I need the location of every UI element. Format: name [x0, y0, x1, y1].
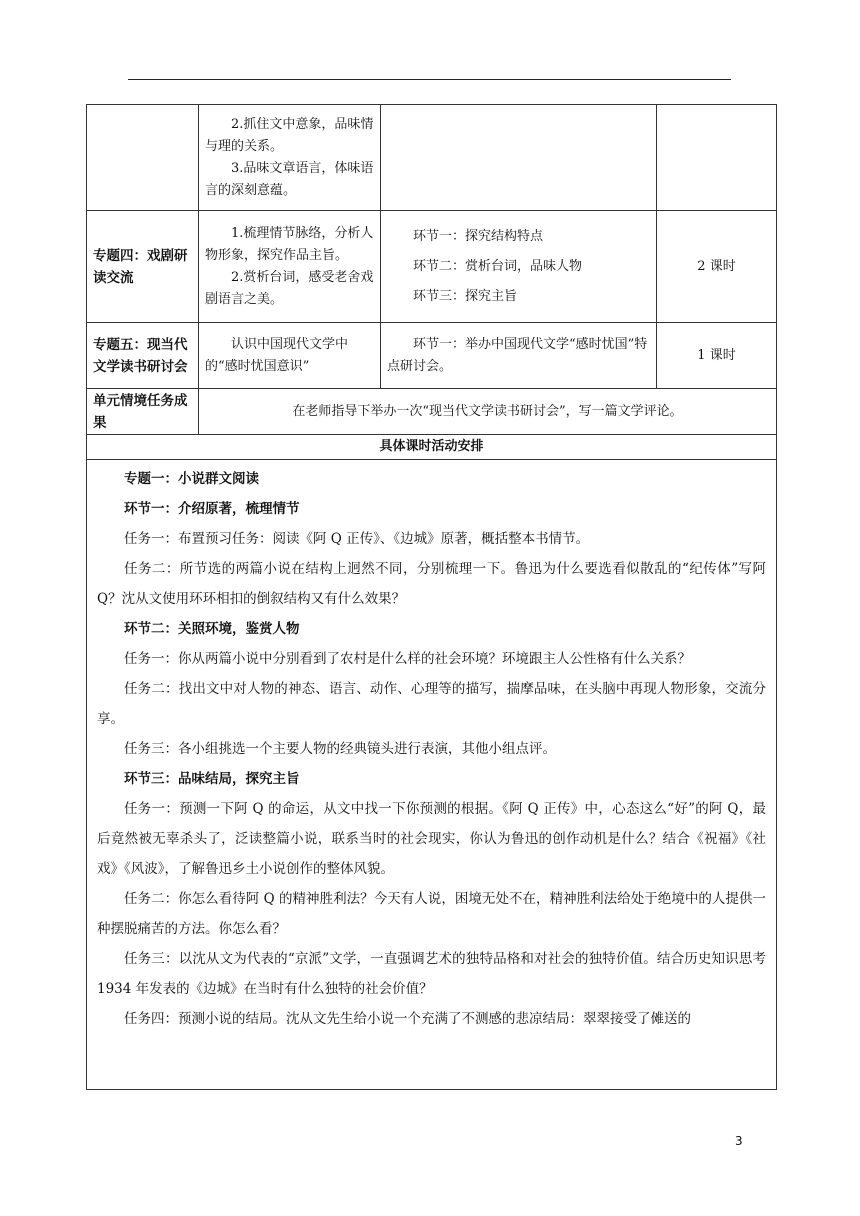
- outcome-label: 单元情境任务成果: [87, 389, 199, 435]
- activity-task: 任务二：找出文中对人物的神态、语言、动作、心理等的描写，揣摩品味，在头脑中再现人物形象，交流分享。: [97, 681, 766, 727]
- goal-line: 认识中国现代文学中的“感时忧国意识”: [205, 336, 349, 374]
- activity-task: 任务三：以沈从文为代表的“京派”文学，一直强调艺术的独特品格和对社会的独特价值。结合历史知识思考 1934 年发表的《边城》在当时有什么独特的社会价值？: [97, 951, 766, 997]
- activity-task: 任务一：布置预习任务：阅读《阿 Q 正传》、《边城》原著，概括整本书情节。: [124, 531, 590, 547]
- steps-cell: [381, 211, 657, 323]
- activity-heading: 专题一：小说群文阅读: [124, 471, 259, 487]
- activity-task: 任务二：你怎么看待阿 Q 的精神胜利法？今天有人说，困境无处不在，精神胜利法给处于绝境中的人提供一种摆脱痛苦的方法。你怎么看？: [97, 891, 766, 937]
- table-row-topic-4: [87, 211, 777, 323]
- activity-task: 任务二：所节选的两篇小说在结构上迥然不同，分别梳理一下。鲁迅为什么要选看似散乱的“纪传体”写阿 Q？沈从文使用环环相扣的倒叙结构又有什么效果？: [97, 561, 766, 607]
- step-line: 环节一：举办中国现代文学“感时忧国”特点研讨会。: [387, 336, 648, 374]
- outcome-text: 在老师指导下举办一次“现当代文学读书研讨会”，写一篇文学评论。: [199, 389, 777, 435]
- steps-cell-empty: [381, 105, 657, 211]
- lesson-plan-table: [86, 104, 777, 1090]
- table-row-topic-5: [87, 323, 777, 389]
- goals-cell: [199, 323, 381, 389]
- table-row-continued: [87, 105, 777, 211]
- goal-line: 3.品味文章语言，体味语言的深刻意蕴。: [205, 160, 374, 198]
- table-row-activities: [87, 460, 777, 1090]
- steps-cell: [381, 323, 657, 389]
- activity-task: 任务一：预测一下阿 Q 的命运，从文中找一下你预测的根据。《阿 Q 正传》中，心态这么“好”的阿 Q，最后竟然被无辜杀头了，泛读整篇小说，联系当时的社会现实，你认为鲁迅的创作动机是什么？结合《祝福》《社戏》《风波》，了解鲁迅乡土小说创作的整体风貌。: [97, 801, 766, 877]
- step-line: 环节二：赏析台词，品味人物: [413, 258, 583, 274]
- section-title: 具体课时活动安排: [87, 435, 777, 460]
- header-rule: [128, 79, 731, 80]
- activity-task: 任务三：各小组挑选一个主要人物的经典镜头进行表演，其他小组点评。: [124, 741, 556, 757]
- table-row-outcome: [87, 389, 777, 435]
- step-line: 环节三：探究主旨: [413, 288, 518, 304]
- activity-heading: 环节三：品味结局，探究主旨: [124, 771, 300, 787]
- activity-heading: 环节一：介绍原著，梳理情节: [124, 501, 300, 517]
- activity-content: [87, 460, 777, 1090]
- hours-cell-empty: [657, 105, 777, 211]
- goal-line: 2.赏析台词，感受老舍戏剧语言之美。: [205, 269, 374, 307]
- activity-task: 任务四：预测小说的结局。沈从文先生给小说一个充满了不测感的悲凉结局：翠翠接受了傩送的: [124, 1011, 691, 1027]
- topic-cell: 专题四：戏剧研读交流: [87, 211, 199, 323]
- goals-cell: [199, 211, 381, 323]
- goal-line: 1.梳理情节脉络，分析人物形象，探究作品主旨。: [205, 225, 374, 263]
- page-number: 3: [735, 1134, 743, 1148]
- goal-line: 2.抓住文中意象，品味情与理的关系。: [205, 116, 374, 154]
- table-row-section-title: [87, 435, 777, 460]
- hours-cell: 1 课时: [657, 323, 777, 389]
- hours-cell: 2 课时: [657, 211, 777, 323]
- topic-cell: 专题五：现当代文学读书研讨会: [87, 323, 199, 389]
- activity-task: 任务一：你从两篇小说中分别看到了农村是什么样的社会环境？环境跟主人公性格有什么关系？: [124, 651, 691, 667]
- step-line: 环节一：探究结构特点: [413, 228, 544, 244]
- topic-cell-empty: [87, 105, 199, 211]
- goals-cell: [199, 105, 381, 211]
- activity-heading: 环节二：关照环境，鉴赏人物: [124, 621, 300, 637]
